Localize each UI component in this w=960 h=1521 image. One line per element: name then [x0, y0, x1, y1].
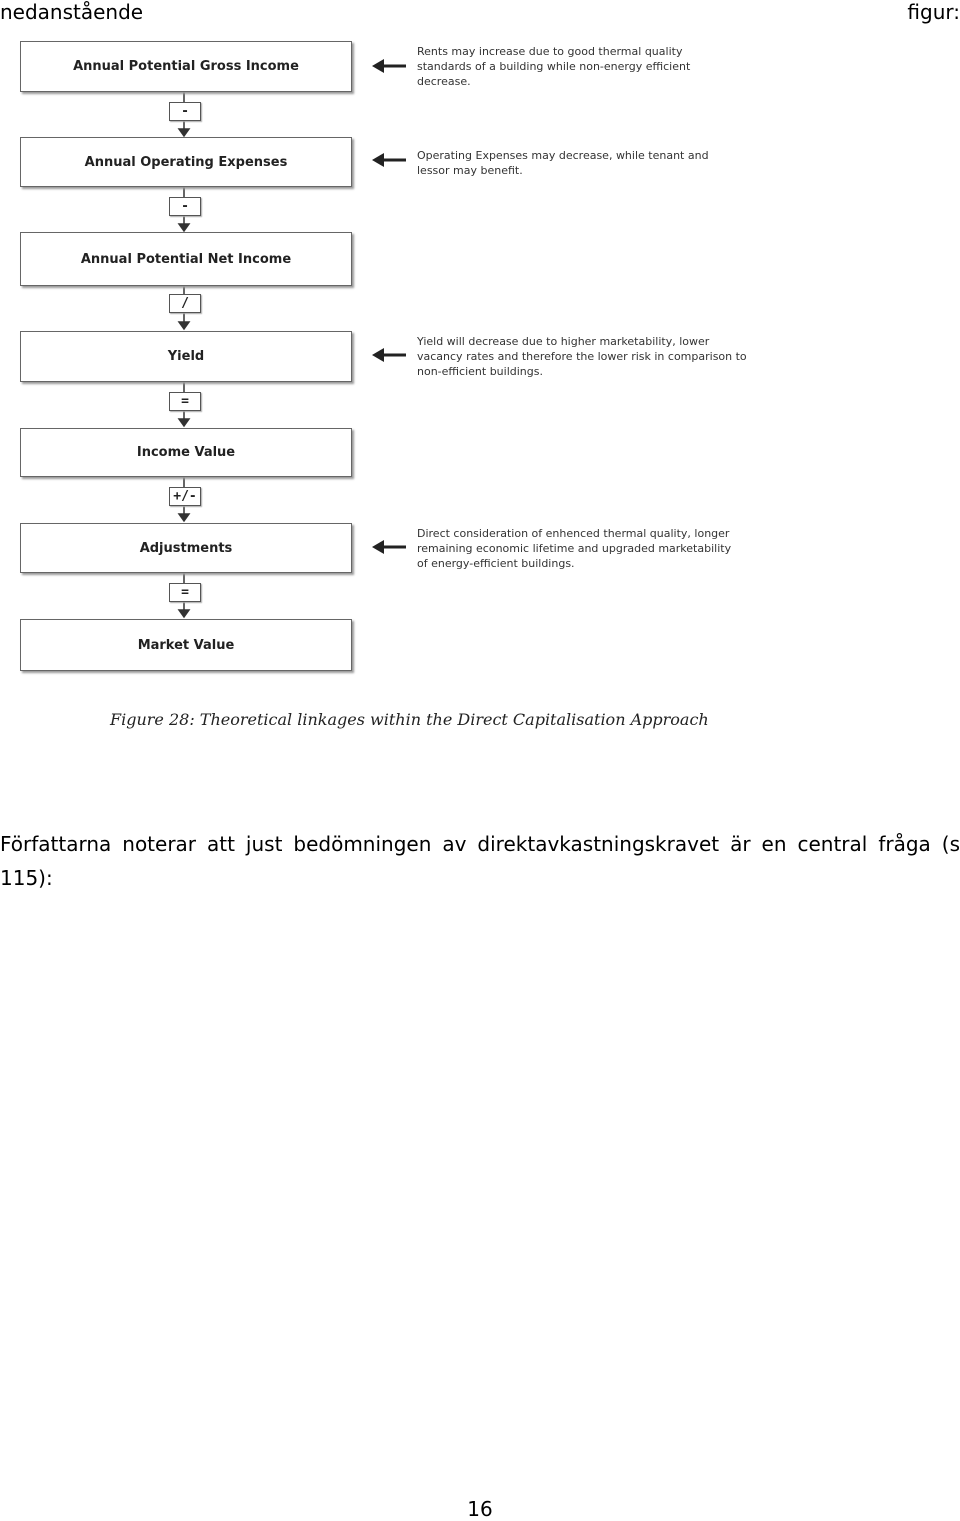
note-operating-expenses: Operating Expenses may decrease, while tenant and lessor may benefit. [417, 149, 709, 177]
figure-caption: Figure 28: Theoretical linkages within the Direct Capitalisation Approach [110, 710, 709, 729]
box-annual-potential-net-income: Annual Potential Net Income [20, 232, 352, 286]
note-yield: Yield will decrease due to higher marketability, lower vacancy rates and therefore the lower risk in comparison to non-efficient buildings. [417, 335, 747, 378]
arrow-left-icon [372, 348, 406, 362]
operator-divide: / [169, 294, 201, 313]
operator-plus-minus: +/- [169, 487, 201, 506]
operator-minus-2: - [169, 197, 201, 216]
header-right-text: figur: [907, 0, 960, 24]
operator-equals-2: = [169, 583, 201, 602]
box-yield: Yield [20, 331, 352, 382]
operator-minus-1: - [169, 102, 201, 121]
box-annual-potential-gross-income: Annual Potential Gross Income [20, 41, 352, 92]
box-income-value: Income Value [20, 428, 352, 477]
box-annual-operating-expenses: Annual Operating Expenses [20, 137, 352, 187]
direct-capitalisation-figure [0, 30, 960, 750]
operator-equals-1: = [169, 392, 201, 411]
page-number: 16 [467, 1497, 493, 1521]
note-adjustments: Direct consideration of enhenced thermal quality, longer remaining economic lifetime and upgraded marketability of energy-efficient buildings. [417, 527, 732, 570]
note-gross-income: Rents may increase due to good thermal quality standards of a building while non-energy efficient decrease. [417, 45, 691, 88]
arrow-left-icon [372, 59, 406, 73]
arrow-left-icon [372, 153, 406, 167]
header-left-text: nedanstående [0, 0, 144, 24]
box-adjustments: Adjustments [20, 523, 352, 573]
box-market-value: Market Value [20, 619, 352, 671]
body-paragraph: Författarna noterar att just bedömningen av direktavkastningskravet är en central fråga (s 115): [0, 832, 960, 890]
header-line [0, 0, 960, 26]
arrow-left-icon [372, 540, 406, 554]
